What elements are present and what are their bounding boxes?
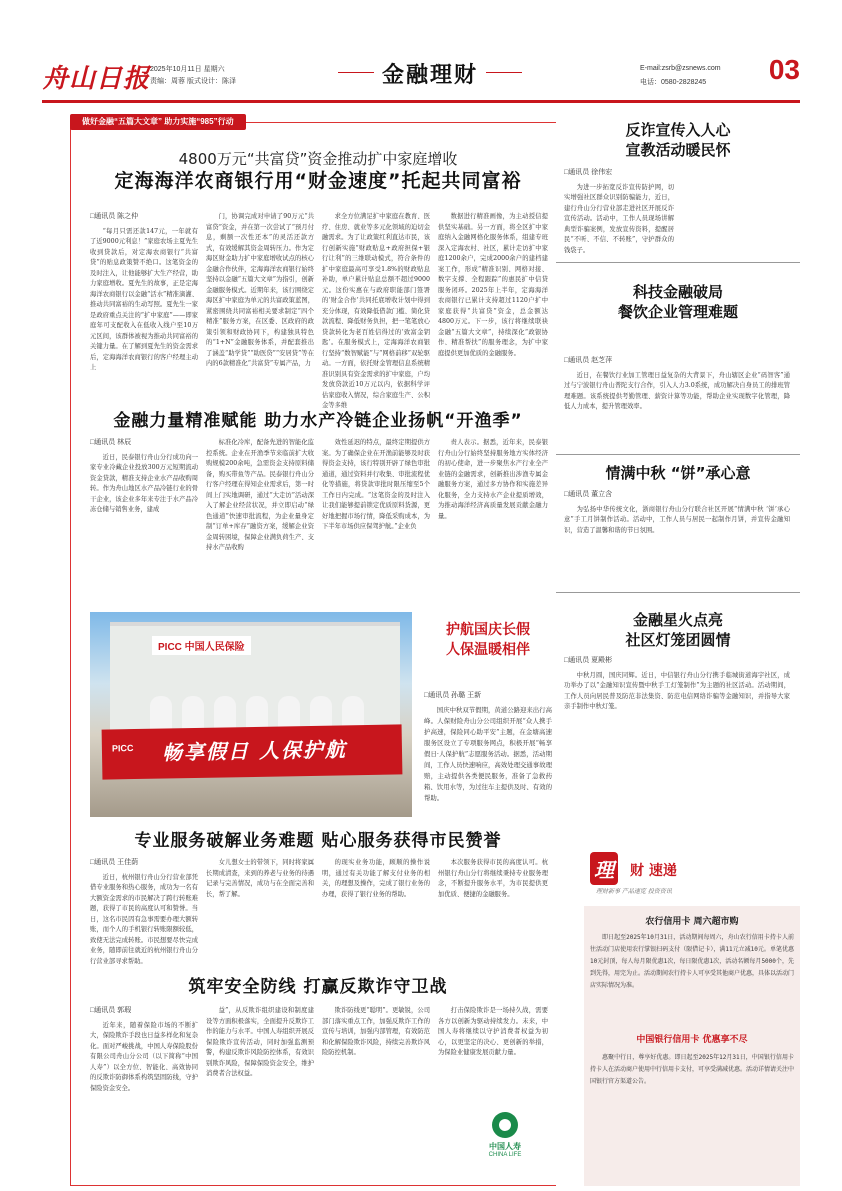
article2-paragraph: 效性延迟的特点，最终定期提供方案。为了确保企业在开渔前能够及时获得资金支持，该行特别开辟了绿色审批通道，通过资料并行收集、审批流程优化等措施，将贷款审批时限压缩至5个工作日内完成。“这笔资金的及时注入让我们能够提前锁定优质原料货源，更好地把握市场行情，降低采购成本，为下半年市场供应保驾护航。”企业负 [322,439,430,530]
article3-col1 [90,858,198,965]
speedy-headline-1: 农行信用卡 周六超市购 [645,917,739,927]
article3-col3 [322,858,430,950]
article3-paragraph: 近日，杭州银行舟山分行营业部凭借专业服务和热心服务，成功为一名有大额资金需求的市民解决了跨行转账难题，获得了市民的高度认可和赞誉。当日，这名市民因有急事需要办理大额转账，而个人的手机银行转账限额较低，致使无法完成转账。市民想要尽快完成业务，随即前往就近的杭州银行舟山分行营业部寻求帮助。 [90,873,198,965]
article1-col3 [322,212,430,409]
right-a4-text: 中秋月圆，国庆同辉。近日，中信银行舟山分行携手临城街道海宇社区，成功举办了以“金融知识宣传暨中秋手工灯笼制作”为主题的社区活动。活动期间，工作人员向居民普及防范非法集资、防范电信网络诈骗等金融知识，并指导大家亲手制作中秋灯笼。 [564,671,790,710]
issue-date: 2025年10月11日 星期六 [150,66,225,73]
speedy-word: 财 速递 [630,863,677,879]
photo-story-body [424,690,552,804]
speedy-subtitle: 理财新事 产品速览 投资资讯 [596,888,672,895]
right-divider [556,262,800,263]
article4-col1 [90,1006,198,1182]
article2-paragraph: 近日，民泰银行舟山分行成功向一家专业冷藏企业投放300万元短期流动资金贷款，精准支持企业水产品收购周转。作为舟山地区水产品冷链行业的骨干企业，该企业多年来专注于水产品冷冻仓储与销售业务，建成 [90,453,198,513]
article1-paragraph: 求全方位满足扩中家庭在教育、医疗、住房、就业等多元化领域的迫切金融需求。为了让政策红利直达市民，该行创新实施“财政贴息+政府担保+银行让利”的三维联动模式，符合条件的扩中家庭最高可享受1.8%的财政贴息补助，单户累计贴息总额不超过9000元。这份实惠在与政府职能部门签署的‘财金合作’共同托底增收计划中得到充分体现，有效降低借款门槛、简化贷款流程、降低财务负担，把一笔笔放心贷款转化为老百姓信得过的‘致富金钥匙’。在服务模式上，定海海洋农商银行坚持“数智赋能”与“网格前移”双轮驱动。一方面，依托财金管理信息系统精准识别具有资金需求的扩中家庭，户均发放贷款近10万元以内，依据科学评估家庭收入情况，综合家庭生产、公积金等多维 [322,213,430,409]
article4-byline: □通讯员 郭瑕 [90,1007,132,1014]
right-a2-text: 近日，在餐饮行业加工管理日益复杂的大背景下，舟山辖区企业“码智客”通过与宁波银行舟山普陀支行合作，引入人力3.0系统，成功解决自身员工的排班管理难题。该系统提供考勤管理、薪资计算等功能，帮助企业实现数字化管理，降低人力成本，提升管理效率。 [564,371,790,410]
speedy-body-2 [590,1052,794,1180]
article4-col3 [322,1006,430,1182]
article2-col2 [206,438,314,598]
china-life-name: 中国人寿 [489,1142,521,1151]
newspaper-logo: 舟山日报 [42,64,151,94]
china-life-icon [492,1112,518,1138]
article1-col4 [438,212,548,382]
editor-credit: 责编：周蓉 版式设计：陈泽 [150,78,236,85]
picc-sign: PICC 中国人民保险 [152,636,251,655]
article3-headline: 专业服务破解业务难题 贴心服务获得市民赞誉 [134,831,502,851]
right-a2-byline: □通讯员 赵芝萍 [564,357,613,364]
right-a1-col1 [564,168,674,254]
article1-paragraph: 门，协调完成对申请了90万元“共富贷”资金，并在第一次尝试了“预月付息，剩额一次性还本”的灵活还款方式，有效缓解其资金周转压力。作为定海区财金助力扩中家庭增收试点的核心金融合作伙伴，定海海洋农商银行始终坚持以金融“五篇大文章”为指引，创新金融服务模式。近期年来，该行围绕定海区扩中家庭为单元的共富政策蓝图，紧密围绕共同富裕相关要求制定“四个精准”服务方案，在区委、区政府的政策引领和财政协同下，构建独具特色的“1+N”金融服务体系，并配套推出了涵盖“助学贷”“助医贷”“安居贷”等在内的6款精准化“共富贷”专属产品，力 [206,213,314,367]
article2-paragraph: 标准化冷库，配备先进的智能化监控系统。企业在开渔季节来临前扩大收购规模200余吨，急需资金支持原料储备，购买带鱼等产品。民泰银行舟山分行客户经理在得知企业需求后，第一时间上门实地调研，通过“大走访”活动深入了解企业经营状况，并立即启动“绿色通道”快速审批流程，为企业量身定制“订单+库存”融资方案，缓解企业资金周转困境，保障企业满负荷生产、支持水产品收购 [206,439,314,551]
section-title: 金融理财 [382,58,478,89]
article2-paragraph: 责人表示。据悉，近年来，民泰银行舟山分行始终坚持服务地方实体经济的初心使命，进一步聚焦水产行业全产业链的金融需求，创新推出涉渔专属金融服务方案，通过多方协作和实施差异化服务，全力支持水产企业提质增效，为推动海洋经济高质量发展贡献金融力量。 [438,439,548,520]
phone-line: 电话：0580-2828245 [640,79,707,86]
speedy-text-1: 即日起至2025年10月31日，活动期间每周六，舟山农行信用卡持卡人前往活动门店使用农行掌银扫码支付（限借记卡），满11元立减10元。单笔优惠10元封顶，每人每月限优惠1次，每日限优惠1次，活动名额每月5000个，先到先得，用完为止。活动期间农行持卡人可享受其他商户优惠，具体以活动门店实际情况为准。 [590,934,795,989]
article1-col2 [206,212,314,382]
article4-paragraph: 益”，从反欺诈组织建设和制度建设等方面积极落实，全面提升反欺诈工作的能力与水平。中国人寿组织开展反保险欺诈宣传活动，同时加强监测预警，构建反欺诈风险防控体系，有效识别欺诈风险，保障保险资金安全，维护消费者合法权益。 [206,1007,314,1077]
article4-paragraph: 欺诈防线更“聪明”。更敏锐，公司部门落实重点工作，加强反欺诈工作的宣传与培训，加强内部管理，有效防范和化解保险欺诈风险，持续完善欺诈风险防控机制。 [322,1007,430,1056]
article3-col4 [438,858,548,950]
speedy-header [590,852,800,902]
article3-col2 [206,858,314,950]
speedy-body-1 [590,932,794,1024]
right-a3-byline: □通讯员 董立含 [564,491,613,498]
speedy-logo: 理 [590,852,618,885]
cloth-logo: PICC [111,743,134,754]
right-a1-headline: 反诈宣传入人心 宣教活动暖民怀 [625,121,731,159]
article1-paragraph: 数据进行精准画像，为主动授信提供坚实基础。另一方面，将全区扩中家庭纳入金融网格化服务体系，组建专班深入定海农村、社区，累计走访扩中家庭1200余户，完成2000余户的建档建案工作，形成“精准识别、网格对接、数字支撑、全程跟踪”的惠民扩中信贷服务闭环。2025年上半年，定海海洋农商银行已累计支持超过1120户扩中家庭获得“共富贷”资金，总金额达4800万元。下一步，该行将继续联袂金融“五篇大文章”，持续深化“政银协作、精准帮扶”的服务理念，为扩中家庭提供更加优质的金融服务。 [438,213,548,357]
right-a1-text: 为进一步拓宽反诈宣传防护网，切实增强社区群众识别防骗能力，近日，建行舟山分行营业部走进社区开展反诈宣传活动。活动中，工作人员现场讲解典型诈骗案例，发放宣传资料，提醒居民“不听、不信、不转账”，守护群众的钱袋子。 [564,183,674,254]
article2-byline: □通讯员 林辰 [90,439,132,446]
article2-col4 [438,438,548,598]
masthead [42,54,800,100]
photo-story-text: 国庆中秋双节假期，黄道公路迎来出行高峰。人保财险舟山分公司组织开展“众人携手护高速，保险同心助平安”主题，在金塘高速服务区设立了专项服务网点，积极开展“畅享假日·人保护航”志愿服务活动。据悉，活动期间，工作人员快速响应，高效处理交通事故理赔，主动提供各类便民服务，准备了急救药箱、饮用水等，为过往车主提供及时、有效的帮助。 [424,706,552,802]
masthead-rule [42,100,800,103]
article4-col4 [438,1006,548,1106]
article1-headline: 定海海洋农商银行用“财金速度”托起共同富裕 [114,170,522,192]
article2-col3 [322,438,430,598]
page-number: 03 [768,54,800,85]
article3-byline: □通讯员 王佳荫 [90,859,139,866]
contact-info [640,62,740,90]
article1-kicker: 4800万元“共富贷”资金推动扩中家庭增收 [178,150,458,168]
right-a3-headline: 情满中秋 “饼”承心意 [605,464,751,482]
article2-headline: 金融力量精准赋能 助力水产冷链企业扬帆“开渔季” [113,411,523,431]
photo-story-title: 护航国庆长假 人保温暖相伴 [446,622,530,658]
right-divider [556,592,800,593]
column-banner: 做好金融“五篇大文章” 助力实施“985”行动 [70,114,246,130]
right-a3-col [564,490,790,586]
article4-paragraph: 近年来，随着保险市场的不断扩大，保险欺诈手段也日益多样化和复杂化。面对严峻挑战，中国人寿保险股份有限公司舟山分公司（以下简称“中国人寿”）以全方位、智能化、高效协同的反欺诈防御体系构筑坚固防线，守护保险资金安全。 [90,1021,198,1092]
right-a2-col [564,356,790,448]
article3-paragraph: 的现实业务功能，顾顺的操作说明，通过有关功能了解支付业务的相关，的理想及操作，完成了银行业务的办理，获得了银行业务的帮助。 [322,859,430,898]
article4-headline: 筑牢安全防线 打赢反欺诈守卫战 [188,977,448,997]
email-line[interactable]: E-mail:zsrb@zsnews.com [640,65,721,72]
china-life-logo [470,1112,540,1172]
right-a3-text: 为弘扬中华传统文化，浙商银行舟山分行联合社区开展“情满中秋 ‘饼’承心意”手工月饼制作活动。活动中，工作人员与居民一起制作月饼，并宣传金融知识，营造了温馨和谐的节日氛围。 [564,505,790,534]
right-a4-byline: □通讯员 夏殿彬 [564,657,613,664]
cloth-slogan: 畅享假日 人保护航 [161,737,348,765]
right-a1-byline: □通讯员 徐伟宏 [564,169,613,176]
photo-banner-cloth [102,724,403,779]
right-a2-headline: 科技金融破局 餐饮企业管理难题 [617,283,738,321]
speedy-headline-2: 中国银行信用卡 优惠享不尽 [636,1035,748,1045]
photo-story-byline: □通讯员 孙璐 王新 [424,692,482,699]
article1-col1 [90,212,198,382]
speedy-text-2: 惠聚中行日，尊享好优惠。即日起至2025年12月31日，中国银行信用卡持卡人在活动商户使用中行信用卡支付，可享受满减优惠。活动详情请关注中国银行官方渠道公告。 [590,1054,795,1085]
article1-byline: □通讯员 陈之仲 [90,213,139,220]
article4-paragraph: 打击保险欺诈是一场持久战，需要各方以创新为驱动持续发力。未来，中国人寿将继续以守护消费者权益为初心，以更坚定的决心、更创新的举措，为保险业健康发展贡献力量。 [438,1007,548,1056]
china-life-en: CHINA LIFE [488,1152,522,1158]
right-a4-col [564,656,790,836]
article1-paragraph: “每月只需还款147元，一年就有了近9000元利息！”家庭农场主夏先生收到贷款后，对定海农商银行“共富贷”的贴息政策赞不绝口。这笔资金的及时注入，让他能够扩大生产经营，助力家庭增收。夏先生的故事，正是定海海洋农商银行以金融“活水”精准滴灌、推动共同富裕的生动写照。夏先生一家是政府重点关注的“扩中家庭”——即家庭年可支配收入在低收入线户至10万元区间，该群体被视为推动共同富裕的关键力量。在了解到夏先生的资金需求后，定海海洋农商银行的客户经理主动上 [90,227,198,371]
right-divider [556,454,800,455]
article3-paragraph: 本次服务获得市民的高度认可。杭州银行舟山分行将继续秉持专业服务理念，不断提升服务水平，为市民提供更加优质、便捷的金融服务。 [438,859,548,898]
article4-col2 [206,1006,314,1182]
right-a4-headline: 金融星火点亮 社区灯笼团圆情 [625,611,731,649]
event-photo [90,612,412,817]
article2-col1 [90,438,198,598]
article3-paragraph: 女儿想女士的带领下，同时将家属长期成清查，来到的养老与业务的待遇记录与完善情况，成功与在全面完善和长，帮了解。 [206,859,314,898]
